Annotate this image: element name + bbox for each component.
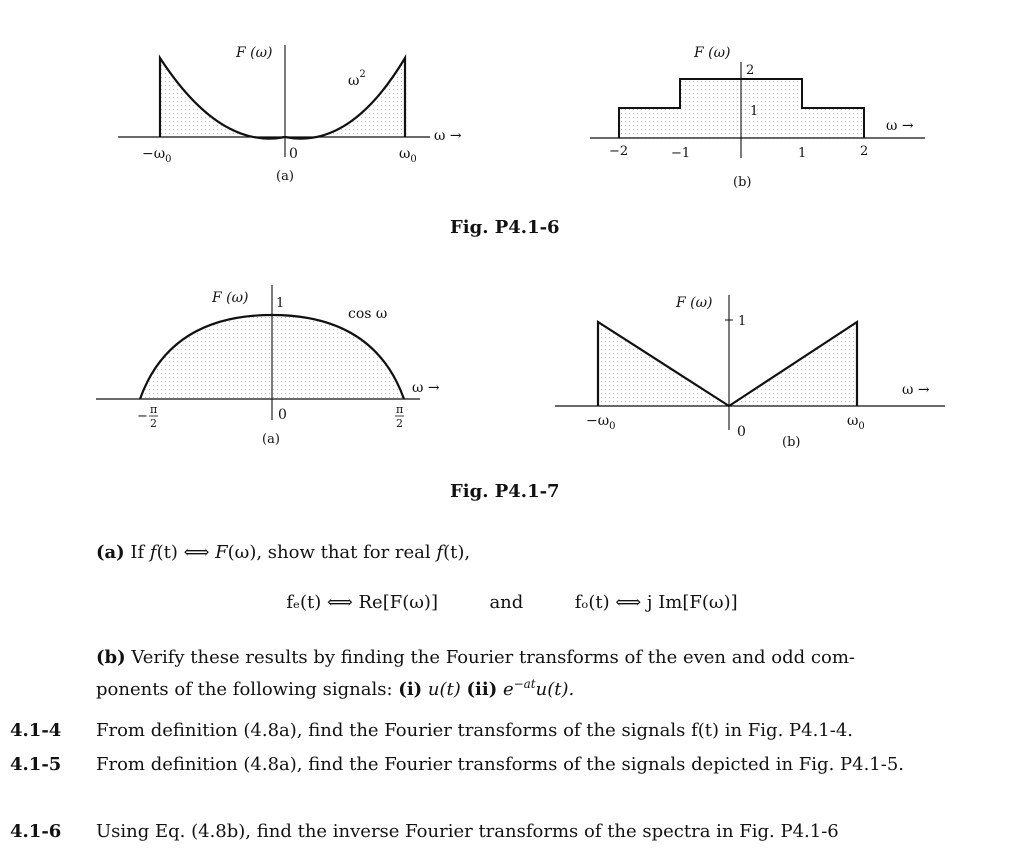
level-1-label: 1 <box>750 104 759 119</box>
fig-p4-1-7-b <box>555 295 945 450</box>
x-axis-label: ω → <box>886 118 914 134</box>
tick-minus-pi-half-sign: − <box>137 409 148 424</box>
tick-omega0: $\omega_0$ <box>847 413 865 432</box>
tick-minus-omega0: $-\omega_0$ <box>586 413 616 432</box>
tick-1: 1 <box>798 146 807 161</box>
parabola-fill <box>160 58 405 139</box>
tick-minus-pi-half-num: π <box>150 403 158 416</box>
level-2-label: 2 <box>746 63 755 78</box>
equation-even-odd <box>0 592 1024 613</box>
y-axis-label: F (ω) <box>212 290 249 306</box>
subfig-label: (a) <box>276 169 294 184</box>
y-axis-label: F (ω) <box>676 295 713 311</box>
fig-p4-1-7-a <box>96 285 440 447</box>
subfig-label: (b) <box>733 175 752 190</box>
tick-zero: 0 <box>278 407 287 423</box>
subfig-label: (a) <box>262 432 280 447</box>
tick-2: 2 <box>860 144 869 159</box>
x-axis-label: ω → <box>434 128 462 144</box>
y-axis-label: F (ω) <box>236 45 273 61</box>
problem-number: 4.1-5 <box>10 754 62 775</box>
eq-and: and <box>489 592 524 613</box>
eq-even: fₑ(t) ⟺ Re[F(ω)] <box>286 592 438 613</box>
tick-pi-half-num: π <box>396 403 404 416</box>
problem-text: From definition (4.8a), find the Fourier transforms of the signals f(t) in Fig. P4.1-4. <box>96 720 854 741</box>
tick-zero: 0 <box>289 146 298 162</box>
tick-minus-1: −1 <box>671 146 691 161</box>
fig-p4-1-6-b <box>590 45 925 190</box>
problem-number: 4.1-6 <box>10 821 62 842</box>
curve-label: cos ω <box>348 306 388 322</box>
tick-minus-pi-half-den: 2 <box>150 417 157 430</box>
vshape-fill <box>598 322 857 406</box>
fig-p4-1-6-a <box>118 45 462 184</box>
curve-label: $\omega^2$ <box>348 69 366 89</box>
fig-caption-p4-1-6: Fig. P4.1-6 <box>450 217 560 238</box>
tick-minus-omega0: $-\omega_0$ <box>142 146 172 165</box>
tick-pi-half-den: 2 <box>396 417 403 430</box>
part-a-statement: (a) If f(t) ⟺ F(ω), show that for real f(t), <box>96 542 471 563</box>
tick-minus-2: −2 <box>609 144 629 159</box>
eq-odd: fₒ(t) ⟺ j Im[F(ω)] <box>574 592 738 613</box>
problem-text: Using Eq. (4.8b), find the inverse Fourier transforms of the spectra in Fig. P4.1-6 <box>96 821 839 842</box>
x-axis-label: ω → <box>412 380 440 396</box>
peak-label: 1 <box>276 296 285 311</box>
part-b-statement: (b) Verify these results by finding the Fourier transforms of the even and odd com- ponents of the following signals: (i) u(t) (ii) $e^{-at}u(t)$. <box>96 647 855 700</box>
x-axis-label: ω → <box>902 382 930 398</box>
fig-caption-p4-1-7: Fig. P4.1-7 <box>450 481 560 502</box>
tick-zero: 0 <box>737 424 746 440</box>
subfig-label: (b) <box>782 435 801 450</box>
level-1-label: 1 <box>738 314 747 329</box>
problem-text: From definition (4.8a), find the Fourier transforms of the signals depicted in Fig. P4.1-5. <box>96 754 905 775</box>
problem-number: 4.1-4 <box>10 720 62 741</box>
tick-omega0: $\omega_0$ <box>399 146 417 165</box>
y-axis-label: F (ω) <box>694 45 731 61</box>
